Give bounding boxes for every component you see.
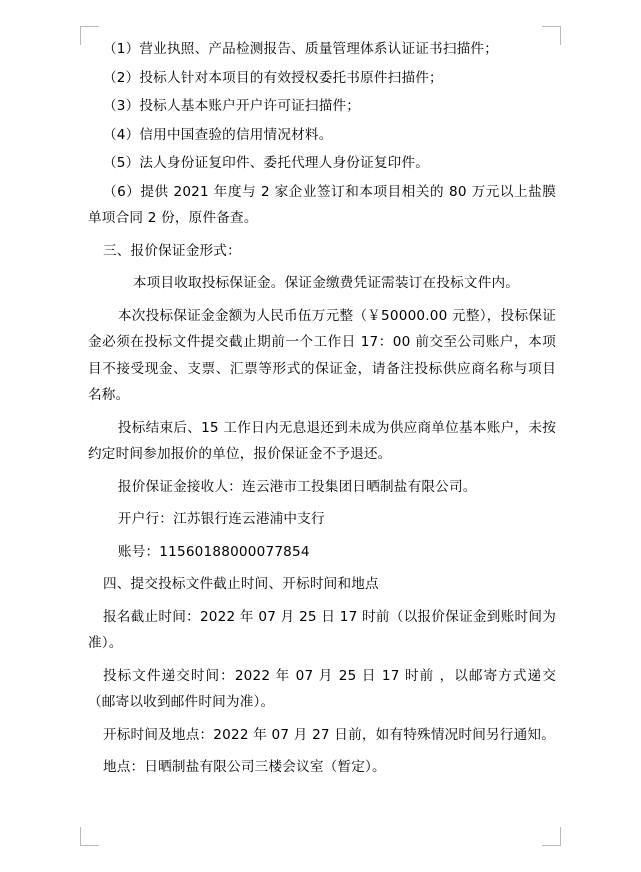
heading-section-four: 四、提交投标文件截止时间、开标时间和地点 (102, 576, 379, 592)
paragraph-item-3: （3）投标人基本账户开户许可证扫描件； (102, 98, 361, 114)
paragraph-bank: 开户行：江苏银行连云港浦中支行 (117, 511, 325, 527)
paragraph-bid-opening-place: 地点：日晒制盐有限公司三楼会议室（暂定）。 (102, 759, 386, 775)
paragraph-registration-deadline: 报名截止时间：2022 年 07 月 25 日 17 时前（以报价保证金到账时间为准）。 (88, 608, 556, 651)
paragraph-payee: 报价保证金接收人：连云港市工投集团日晒制盐有限公司。 (117, 478, 477, 495)
paragraph-item-5: （5）法人身份证复印件、委托代理人身份证复印件。 (102, 155, 430, 171)
paragraph-item-4: （4）信用中国查验的信用情况材料。 (102, 126, 333, 143)
crop-mark-bottom-right (542, 827, 561, 846)
heading-section-three: 三、报价保证金形式： (102, 242, 241, 259)
paragraph-deposit-amount: 本次投标保证金金额为人民币伍万元整（￥50000.00 元整），投标保证金必须在投标文件提交截止期前一个工作日 17：00 前交至公司账户，本项目不接受现金、支票、汇票等形式的保证金，请备注投标供应商名称与项目名称。 (88, 307, 556, 403)
paragraph-item-6: （6）提供 2021 年度与 2 家企业签订和本项目相关的 80 万元以上盐膜单项合同 2 份，原件备查。 (88, 183, 556, 226)
paragraph-submission-time: 投标文件递交时间：2022 年 07 月 25 日 17 时前 ，以邮寄方式递交（邮寄以收到邮件时间为准）。 (88, 667, 556, 710)
document-body (88, 36, 556, 787)
paragraph-deposit-refund: 投标结束后、15 工作日内无息退还到未成为供应商单位基本账户，未按约定时间参加报价的单位，报价保证金不予退还。 (88, 419, 556, 462)
paragraph-item-2: （2）投标人针对本项目的有效授权委托书原件扫描件； (102, 69, 443, 86)
paragraph-item-1: （1）营业执照、产品检测报告、质量管理体系认证证书扫描件； (102, 41, 499, 57)
paragraph-bid-opening-time: 开标时间及地点：2022 年 07 月 27 日前，如有特殊情况时间另行通知。 (102, 726, 555, 743)
paragraph-deposit-required: 本项目收取投标保证金。保证金缴费凭证需装订在投标文件内。 (132, 275, 520, 291)
paragraph-account: 账号：11560188000077854 (117, 543, 310, 560)
crop-mark-bottom-left (80, 827, 99, 846)
